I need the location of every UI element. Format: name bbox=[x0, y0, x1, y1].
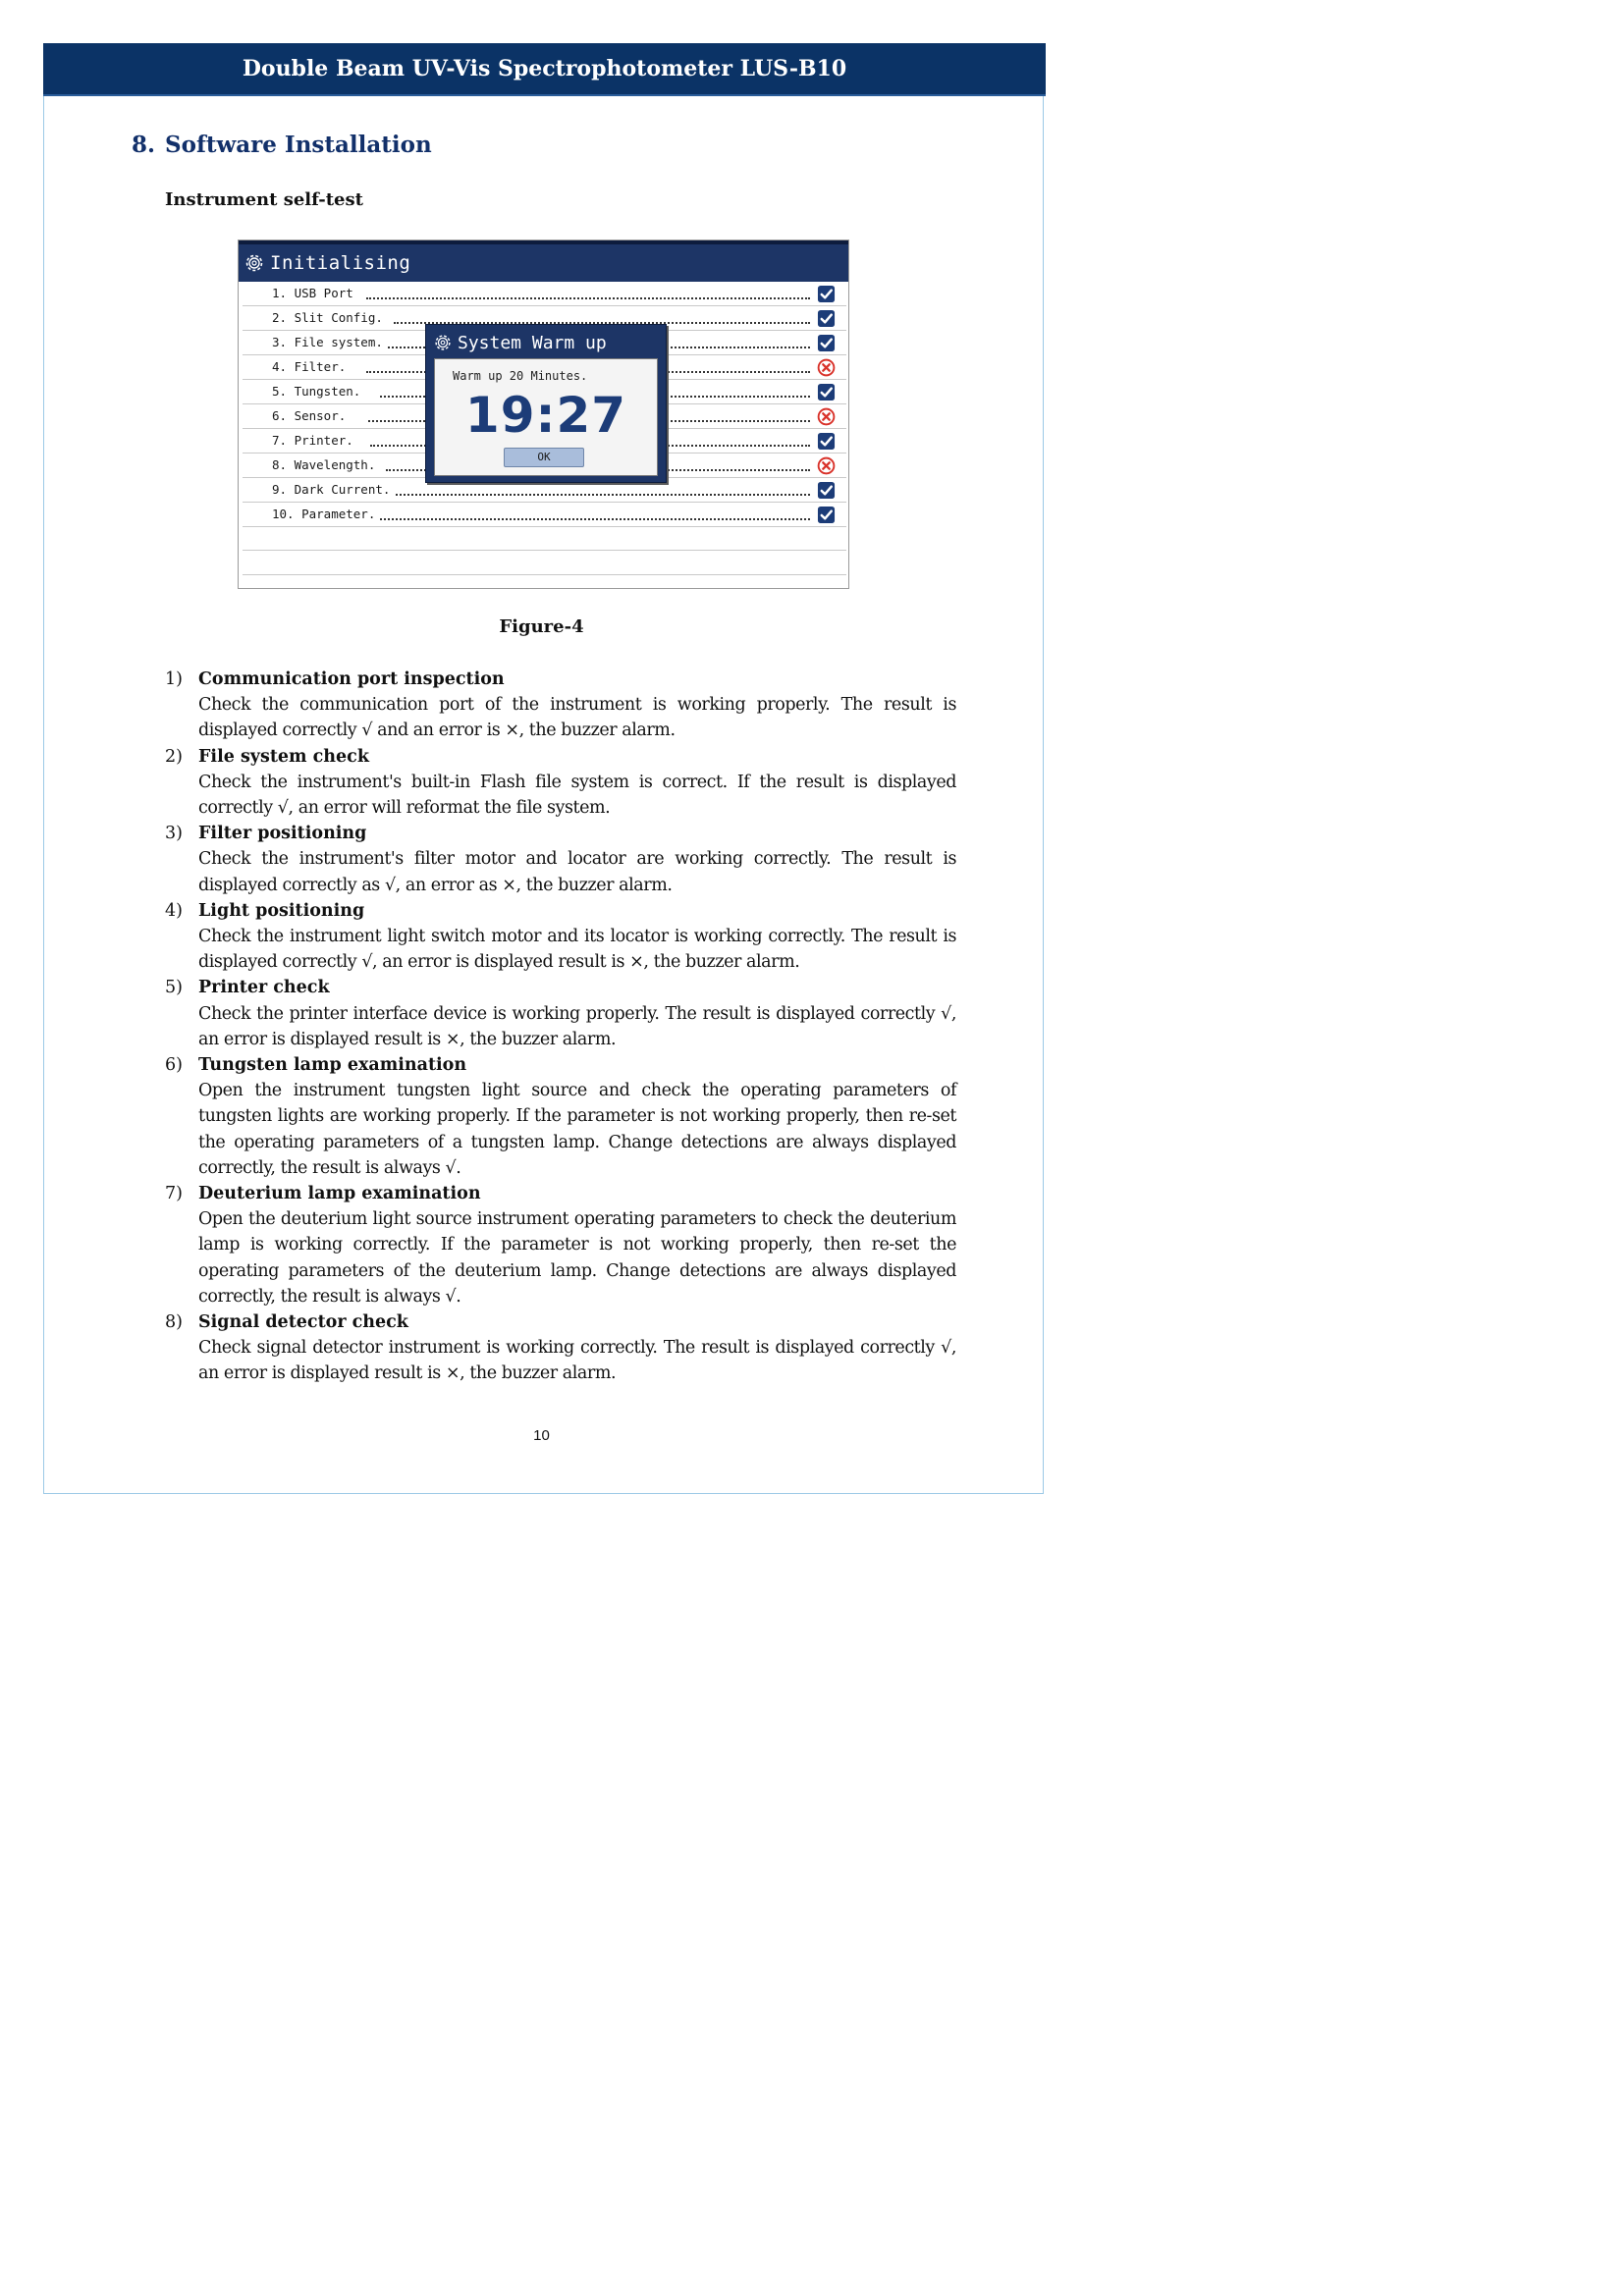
step-number: 3) bbox=[165, 824, 183, 844]
warmup-countdown: 19:27 bbox=[464, 387, 627, 444]
error-x-icon bbox=[817, 358, 836, 377]
gear-icon bbox=[432, 332, 454, 353]
error-x-icon bbox=[817, 407, 836, 426]
step-description: Check the instrument's filter motor and locator are working correctly. The result is displayed correctly as √, an error as ×, the buzzer alarm. bbox=[198, 849, 956, 895]
device-screenshot bbox=[238, 240, 849, 589]
ok-button[interactable]: OK bbox=[504, 448, 584, 467]
self-test-label: 10. Parameter. bbox=[272, 507, 376, 521]
figure-caption: Figure-4 bbox=[499, 616, 584, 637]
empty-row-divider bbox=[243, 550, 846, 551]
self-test-label: 4. Filter. bbox=[272, 359, 347, 374]
screen-title: Initialising bbox=[270, 252, 411, 274]
self-test-row bbox=[243, 503, 846, 527]
step-title: Light positioning bbox=[198, 900, 365, 921]
step-number: 4) bbox=[165, 900, 183, 921]
sub-heading: Instrument self-test bbox=[165, 189, 363, 210]
section-number: 8. bbox=[132, 132, 156, 158]
step-description: Check the instrument light switch motor and its locator is working correctly. The result is displayed correctly √, an error is displayed result is ×, the buzzer alarm. bbox=[198, 927, 956, 973]
step-description: Check the instrument's built-in Flash file system is correct. If the result is displayed correctly √, an error will reformat the file system. bbox=[198, 772, 956, 819]
step-title: Printer check bbox=[198, 978, 330, 998]
checkbox-checked-icon bbox=[817, 334, 836, 352]
step-number: 2) bbox=[165, 746, 183, 767]
checkbox-checked-icon bbox=[817, 481, 836, 500]
self-test-label: 2. Slit Config. bbox=[272, 310, 383, 325]
page-number: 10 bbox=[533, 1427, 550, 1444]
step-item bbox=[165, 1052, 956, 1181]
dotted-leader bbox=[366, 286, 810, 299]
warmup-dialog-body bbox=[434, 358, 658, 476]
self-test-label: 7. Printer. bbox=[272, 433, 353, 448]
checkbox-checked-icon bbox=[817, 506, 836, 524]
self-test-label: 9. Dark Current. bbox=[272, 482, 391, 497]
step-item bbox=[165, 744, 956, 822]
self-test-label: 1. USB Port bbox=[272, 286, 353, 300]
step-description: Check the printer interface device is working properly. The result is displayed correctly √, an error is displayed result is ×, the buzzer alarm. bbox=[198, 1003, 956, 1049]
warmup-dialog-titlebar bbox=[432, 331, 607, 354]
warmup-dialog-title: System Warm up bbox=[458, 332, 607, 353]
checkbox-checked-icon bbox=[817, 383, 836, 401]
section-title-text: Software Installation bbox=[165, 132, 432, 158]
step-description: Open the instrument tungsten light source and check the operating parameters of tungsten lights are working properly. If the parameter is not working properly, then re-set the operating parameters of a tungsten lamp. Change detections are always displayed correctly, the result is always √. bbox=[198, 1081, 956, 1178]
checkbox-checked-icon bbox=[817, 432, 836, 451]
step-title: Filter positioning bbox=[198, 824, 367, 844]
step-item bbox=[165, 975, 956, 1052]
document-header bbox=[43, 43, 1046, 96]
empty-row-divider bbox=[243, 574, 846, 575]
dotted-leader bbox=[380, 507, 810, 520]
section-title bbox=[132, 132, 432, 158]
step-item bbox=[165, 1309, 956, 1387]
step-number: 5) bbox=[165, 978, 183, 998]
step-description: Open the deuterium light source instrument operating parameters to check the deuterium lamp is working correctly. If the parameter is not working properly, then re-set the operating parameters of the deuterium lamp. Change detections are always displayed correctly, the result is always √. bbox=[198, 1209, 956, 1307]
self-test-steps bbox=[165, 667, 956, 1387]
step-title: Deuterium lamp examination bbox=[198, 1184, 481, 1204]
dotted-leader bbox=[396, 482, 810, 496]
step-number: 6) bbox=[165, 1055, 183, 1076]
step-item bbox=[165, 821, 956, 898]
step-number: 8) bbox=[165, 1312, 183, 1333]
checkbox-checked-icon bbox=[817, 309, 836, 328]
step-description: Check the communication port of the instrument is working properly. The result is displayed correctly √ and an error is ×, the buzzer alarm. bbox=[198, 695, 956, 741]
step-title: Tungsten lamp examination bbox=[198, 1055, 467, 1076]
step-item bbox=[165, 667, 956, 744]
self-test-row bbox=[243, 282, 846, 306]
error-x-icon bbox=[817, 456, 836, 475]
screen-titlebar bbox=[239, 240, 848, 282]
warmup-message: Warm up 20 Minutes. bbox=[453, 369, 588, 383]
step-item bbox=[165, 898, 956, 976]
step-title: File system check bbox=[198, 746, 369, 767]
checkbox-checked-icon bbox=[817, 285, 836, 303]
step-number: 1) bbox=[165, 669, 183, 689]
gear-icon bbox=[243, 251, 266, 275]
warmup-dialog bbox=[425, 324, 667, 483]
step-title: Communication port inspection bbox=[198, 669, 505, 689]
self-test-label: 5. Tungsten. bbox=[272, 384, 361, 399]
header-title: Double Beam UV-Vis Spectrophotometer LUS-B10 bbox=[242, 56, 847, 81]
step-title: Signal detector check bbox=[198, 1312, 408, 1333]
dotted-leader bbox=[394, 310, 810, 324]
step-description: Check signal detector instrument is working correctly. The result is displayed correctly √, an error is displayed result is ×, the buzzer alarm. bbox=[198, 1338, 956, 1384]
self-test-label: 6. Sensor. bbox=[272, 408, 347, 423]
self-test-label: 3. File system. bbox=[272, 335, 383, 349]
self-test-label: 8. Wavelength. bbox=[272, 457, 376, 472]
step-number: 7) bbox=[165, 1184, 183, 1204]
step-item bbox=[165, 1181, 956, 1309]
